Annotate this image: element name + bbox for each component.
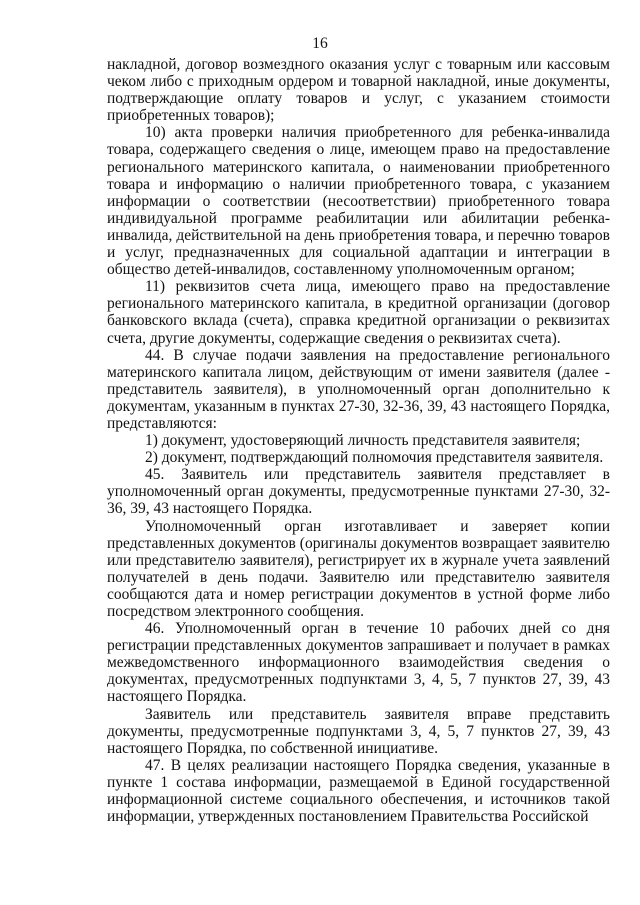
paragraph-47: 47. В целях реализации настоящего Порядка сведения, указанные в пункте 1 состава информации, размещаемой в Единой государственной информационной системе социального обеспечения, и источников такой информации, утвержденных постановлением Правительства Российской	[107, 756, 610, 826]
paragraph-continuation: накладной, договор возмездного оказания услуг с товарным или кассовым чеком либо с приходным ордером и товарной накладной, иные документы, подтверждающие оплату товаров и услуг, с указанием стоимости приобретенных товаров);	[107, 56, 610, 125]
paragraph-item-10: 10) акта проверки наличия приобретенного для ребенка-инвалида товара, содержащего сведения о лице, имеющем право на предоставление регионального материнского капитала, о наименовании приобретенного товара и информацию о наличии приобретенного товара, с указанием информации о соответствии (несоответствии) приобретенного товара индивидуальной программе реабилитации или абилитации ребенка-инвалида, действительной на день приобретения товара, и перечню товаров и услуг, предназначенных для социальной адаптации и интеграции в общество детей-инвалидов, составленному уполномоченным органом;	[107, 124, 610, 279]
paragraph-46: 46. Уполномоченный орган в течение 10 рабочих дней со дня регистрации представленных документов запрашивает и получает в рамках межведомственного информационного взаимодействия сведения о документах, предусмотренных подпунктами 3, 4, 5, 7 пунктов 27, 39, 43 настоящего Порядка.	[107, 620, 610, 706]
paragraph-44: 44. В случае подачи заявления на предоставление регионального материнского капитала лицом, действующим от имени заявителя (далее - представитель заявителя), в уполномоченный орган дополнительно к документам, указанным в пунктах 27-30, 32-36, 39, 43 настоящего Порядка, представляются:	[107, 346, 610, 432]
document-body	[107, 56, 610, 825]
paragraph-46-continued: Заявитель или представитель заявителя вправе представить документы, предусмотренные подпунктами 3, 4, 5, 7 пунктов 27, 39, 43 настоящего Порядка, по собственной инициативе.	[107, 705, 610, 757]
paragraph-44-item-2: 2) документ, подтверждающий полномочия представителя заявителя.	[145, 449, 604, 467]
page-number: 16	[312, 35, 328, 52]
paragraph-item-11: 11) реквизитов счета лица, имеющего право на предоставление регионального материнского капитала, в кредитной организации (договор банковского вклада (счета), справка кредитной организации о реквизитах счета, другие документы, содержащие сведения о реквизитах счета).	[107, 278, 610, 347]
paragraph-45: 45. Заявитель или представитель заявителя представляет в уполномоченный орган документы, предусмотренные пунктами 27-30, 32-36, 39, 43 настоящего Порядка.	[107, 466, 610, 518]
paragraph-45-continued: Уполномоченный орган изготавливает и заверяет копии представленных документов (оригиналы документов возвращает заявителю или представителю заявителя), регистрирует их в журнале учета заявлений получателей в день подачи. Заявителю или представителю заявителя сообщаются дата и номер регистрации документов в устной форме либо посредством электронного сообщения.	[107, 517, 610, 620]
paragraph-44-item-1: 1) документ, удостоверяющий личность представителя заявителя;	[145, 432, 581, 450]
